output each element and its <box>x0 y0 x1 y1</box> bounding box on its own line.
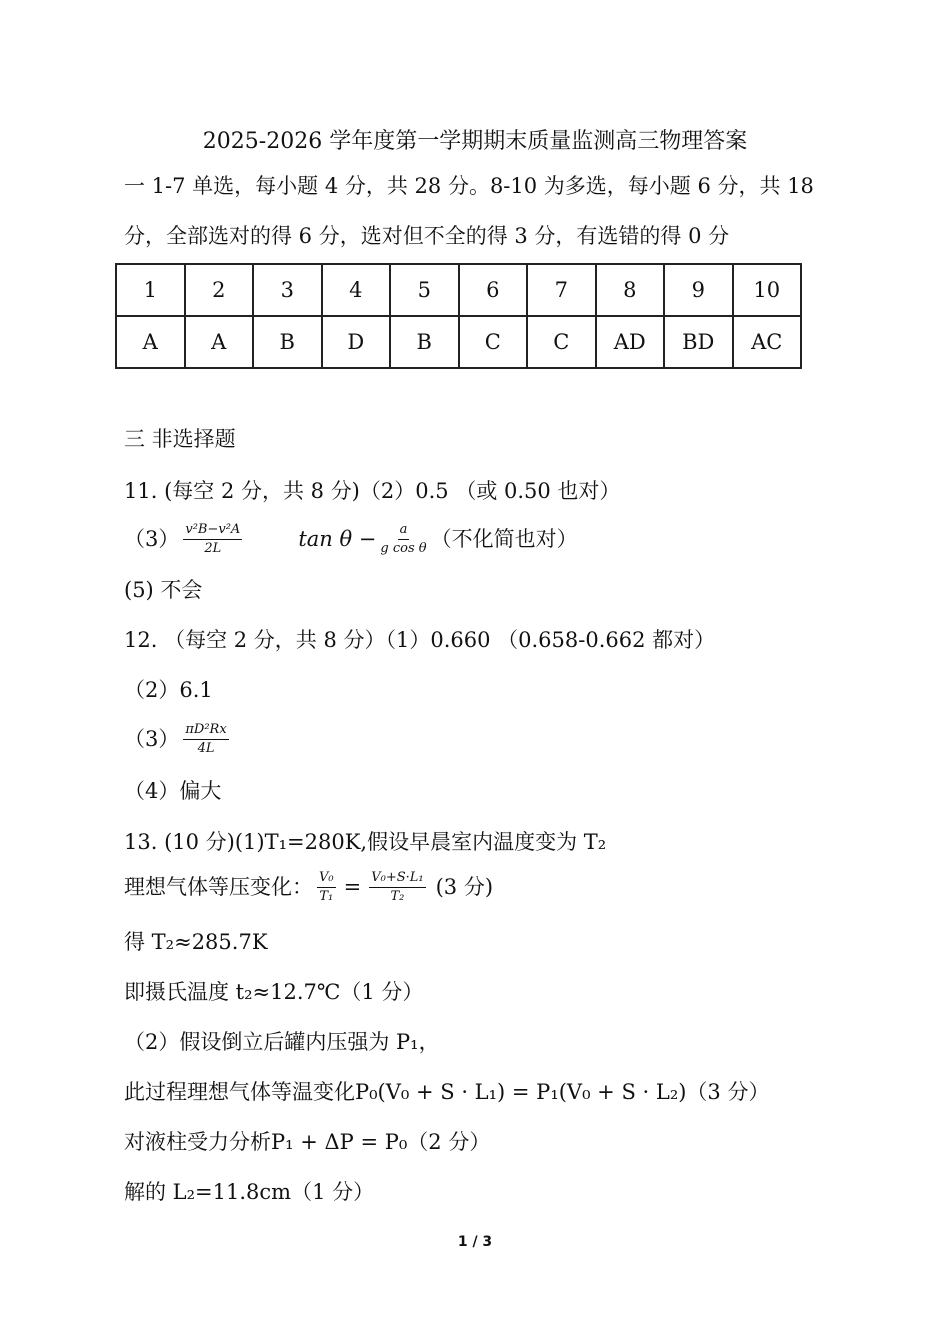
table-cell: C <box>527 316 596 368</box>
q13-fraction-right <box>369 870 425 904</box>
q12-fraction <box>183 722 228 756</box>
q13-line4: 即摄氏温度 t₂≈12.7℃（1 分） <box>124 980 424 1004</box>
q13-line2-suffix: (3 分) <box>435 874 494 899</box>
section1-line2: 分，全部选对的得 6 分，选对但不全的得 3 分，有选错的得 0 分 <box>124 224 730 248</box>
answer-table-number-row <box>116 264 801 316</box>
table-cell: 2 <box>185 264 254 316</box>
q11-fraction-2 <box>380 522 426 556</box>
table-cell: B <box>253 316 322 368</box>
table-cell: AC <box>733 316 802 368</box>
q12-part3-label: （3） <box>124 726 180 751</box>
table-cell: 8 <box>596 264 665 316</box>
q13-line3: 得 T₂≈285.7K <box>124 930 268 954</box>
q11-fraction-1-numerator: v²B−v²A <box>183 522 242 540</box>
q13-line2-prefix: 理想气体等压变化： <box>124 874 313 899</box>
table-cell: 10 <box>733 264 802 316</box>
table-cell: AD <box>596 316 665 368</box>
table-cell: C <box>459 316 528 368</box>
q12-fraction-numerator: πD²Rx <box>183 722 228 740</box>
answer-table-answer-row <box>116 316 801 368</box>
table-cell: BD <box>664 316 733 368</box>
q11-part5: (5) 不会 <box>124 578 203 602</box>
q11-part3-label: （3） <box>124 526 180 551</box>
q12-part3 <box>124 722 233 756</box>
table-cell: A <box>116 316 185 368</box>
table-cell: 4 <box>322 264 391 316</box>
q12-line1: 12. （每空 2 分，共 8 分）（1）0.660 （0.658-0.662 都对） <box>124 628 716 652</box>
q13-line5: （2）假设倒立后罐内压强为 P₁， <box>124 1030 440 1054</box>
section3-heading: 三 非选择题 <box>124 427 236 451</box>
table-cell: 3 <box>253 264 322 316</box>
q11-fraction-1 <box>183 522 242 556</box>
q13-fraction-right-numerator: V₀+S·L₁ <box>369 870 425 888</box>
page-title: 2025-2026 学年度第一学期期末质量监测高三物理答案 <box>202 129 748 154</box>
q13-line8: 解的 L₂=11.8cm（1 分） <box>124 1180 375 1204</box>
page-number: 1 / 3 <box>457 1234 493 1250</box>
q13-line1: 13. (10 分)(1)T₁=280K,假设早晨室内温度变为 T₂ <box>124 830 607 854</box>
q13-fraction-left <box>317 870 336 904</box>
q11-note: （不化简也对） <box>430 526 578 551</box>
table-cell: 1 <box>116 264 185 316</box>
q11-tan-expression: tan θ − <box>298 526 377 551</box>
q11-fraction-2-denominator: g cos θ <box>380 540 427 556</box>
table-cell: A <box>185 316 254 368</box>
answer-table <box>115 263 802 369</box>
section1-line1: 一 1-7 单选，每小题 4 分，共 28 分。8-10 为多选，每小题 6 分，共 18 <box>124 174 814 198</box>
q11-fraction-2-numerator: a <box>398 522 410 540</box>
table-cell: 6 <box>459 264 528 316</box>
q13-fraction-left-denominator: T₁ <box>319 888 334 904</box>
q11-part3 <box>124 522 578 556</box>
q12-part4: （4）偏大 <box>124 779 222 803</box>
q13-line2 <box>124 870 493 904</box>
table-cell: 9 <box>664 264 733 316</box>
table-cell: 7 <box>527 264 596 316</box>
q11-fraction-1-denominator: 2L <box>204 540 222 556</box>
q11-line1: 11. (每空 2 分，共 8 分)（2）0.5 （或 0.50 也对） <box>124 479 621 503</box>
table-cell: D <box>322 316 391 368</box>
q13-line7: 对液柱受力分析P₁ + ΔP = P₀（2 分） <box>124 1130 491 1154</box>
q12-part2: （2）6.1 <box>124 678 213 702</box>
q13-fraction-left-numerator: V₀ <box>317 870 336 888</box>
q13-line6: 此过程理想气体等温变化P₀(V₀ + S · L₁) = P₁(V₀ + S · L₂)（3 分） <box>124 1080 770 1104</box>
q13-fraction-right-denominator: T₂ <box>390 888 405 904</box>
table-cell: 5 <box>390 264 459 316</box>
table-cell: B <box>390 316 459 368</box>
equals-sign: = <box>343 874 362 899</box>
q12-fraction-denominator: 4L <box>197 740 215 756</box>
